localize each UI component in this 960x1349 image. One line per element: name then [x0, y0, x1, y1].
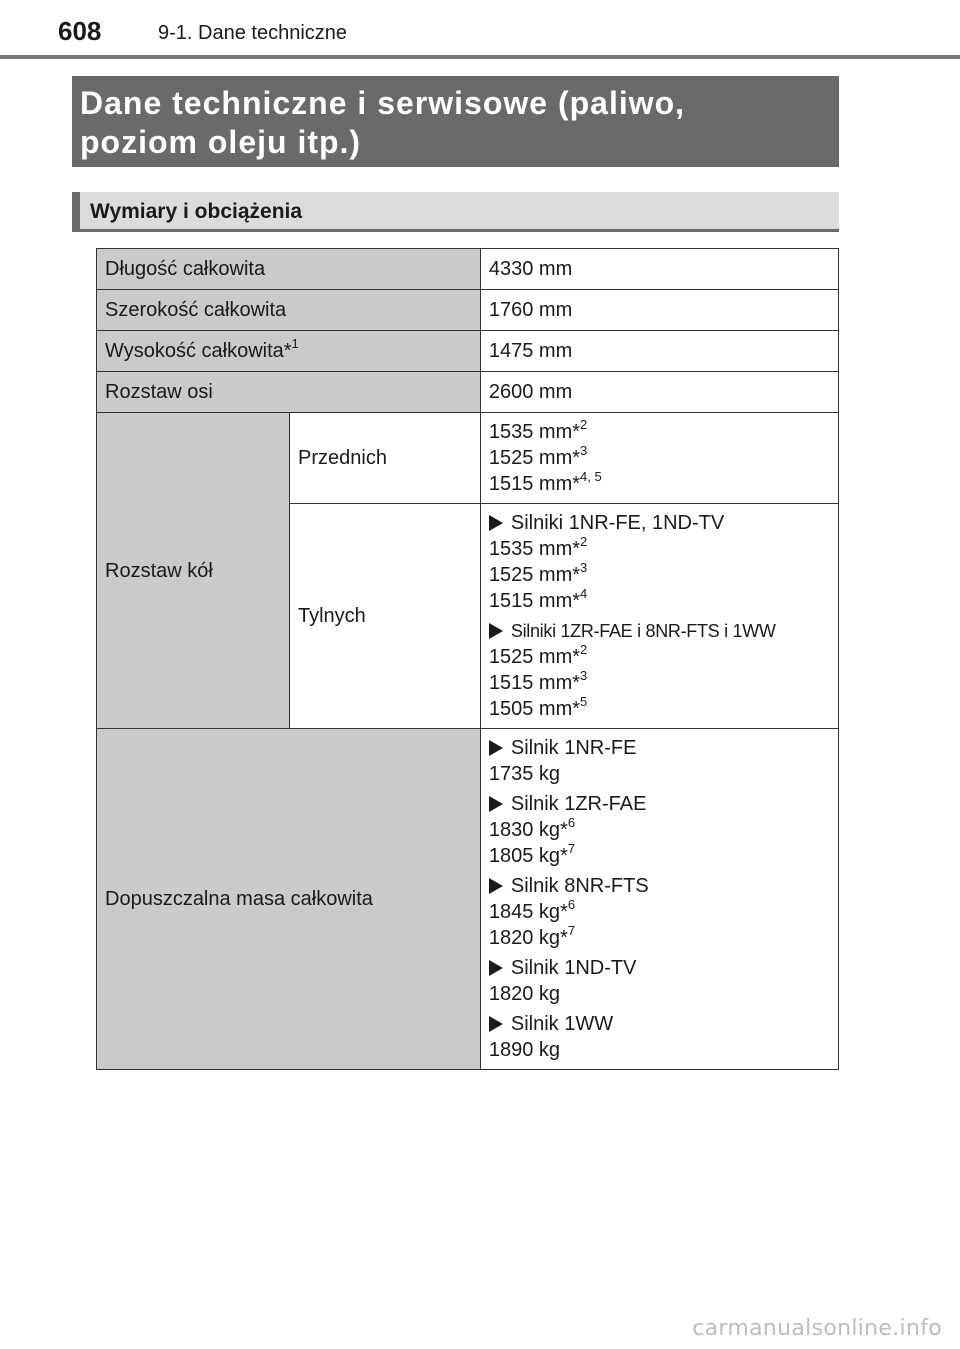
- engine-group-title: Silnik 1ZR-FAE: [489, 791, 830, 817]
- triangle-right-icon: [489, 796, 503, 812]
- triangle-right-icon: [489, 623, 503, 639]
- value-line: 1820 kg: [488, 983, 561, 1005]
- row-label: Szerokość całkowita: [97, 290, 481, 331]
- value-line: 1535 mm*$^2$: [488, 417, 588, 443]
- section-title: Wymiary i obciążenia: [90, 200, 303, 223]
- row-label: Wysokość całkowita*$^1$: [97, 331, 481, 372]
- value-line: 1805 kg*$^7$: [488, 841, 576, 867]
- page-header: [0, 0, 960, 58]
- engine-group-title: Silnik 1WW: [489, 1011, 830, 1037]
- row-label: Rozstaw osi: [97, 372, 481, 413]
- header-divider: [0, 55, 960, 59]
- value-line: 1735 kg: [488, 763, 561, 785]
- engine-group-title: Silnik 8NR-FTS: [489, 873, 830, 899]
- gvw-label: Dopuszczalna masa całkowita: [97, 729, 481, 1070]
- engine-group-title: Silnik 1NR-FE: [489, 735, 830, 761]
- value-line: 1820 kg*$^7$: [488, 923, 576, 949]
- table-row: [97, 249, 839, 290]
- value-line: 1830 kg*$^6$: [488, 815, 576, 841]
- chapter-title: 9-1. Dane techniczne: [158, 22, 348, 44]
- engine-group-title: Silniki 1NR-FE, 1ND-TV: [489, 510, 830, 536]
- gvw-values: [480, 729, 838, 1070]
- rear-label: Tylnych: [290, 504, 481, 729]
- table-row: [97, 372, 839, 413]
- row-value: 1475 mm: [480, 331, 838, 372]
- row-label: Długość całkowita: [97, 249, 481, 290]
- front-values: [480, 413, 838, 504]
- row-value: 4330 mm: [480, 249, 838, 290]
- front-label: Przednich: [290, 413, 481, 504]
- triangle-right-icon: [489, 515, 503, 531]
- page-number: 608: [58, 16, 102, 46]
- value-line: 1505 mm*$^5$: [488, 694, 588, 720]
- row-value: 1760 mm: [480, 290, 838, 331]
- track-label: Rozstaw kół: [97, 413, 290, 729]
- rear-values: [480, 504, 838, 729]
- row-value: 2600 mm: [480, 372, 838, 413]
- table-row: [97, 290, 839, 331]
- table-row-track-front: [97, 413, 839, 504]
- triangle-right-icon: [489, 740, 503, 756]
- triangle-right-icon: [489, 878, 503, 894]
- engine-group-title: Silnik 1ND-TV: [489, 955, 830, 981]
- value-line: 1515 mm*$^3$: [488, 668, 588, 694]
- table-row-gvw: [97, 729, 839, 1070]
- value-line: 1535 mm*$^2$: [488, 534, 588, 560]
- triangle-right-icon: [489, 1016, 503, 1032]
- page-title: [72, 76, 839, 167]
- engine-group-title: Silniki 1ZR-FAE i 8NR-FTS i 1WW: [489, 618, 830, 644]
- section-heading: [72, 192, 839, 232]
- dimensions-table: [96, 248, 839, 1070]
- triangle-right-icon: [489, 960, 503, 976]
- value-line: 1525 mm*$^3$: [488, 560, 588, 586]
- value-line: 1525 mm*$^2$: [488, 642, 588, 668]
- value-line: 1525 mm*$^3$: [488, 443, 588, 469]
- value-line: 1515 mm*$^{4, 5}$: [488, 469, 602, 495]
- page-title-line: poziom oleju itp.): [80, 124, 362, 160]
- value-line: 1515 mm*$^4$: [488, 586, 588, 612]
- footnote-ref: 1: [291, 335, 299, 351]
- value-line: 1890 kg: [488, 1039, 561, 1061]
- page-title-line: Dane techniczne i serwisowe (paliwo,: [80, 85, 686, 121]
- table-row: [97, 331, 839, 372]
- value-line: 1845 kg*$^6$: [488, 897, 576, 923]
- watermark: carmanualsonline.info: [692, 1316, 942, 1341]
